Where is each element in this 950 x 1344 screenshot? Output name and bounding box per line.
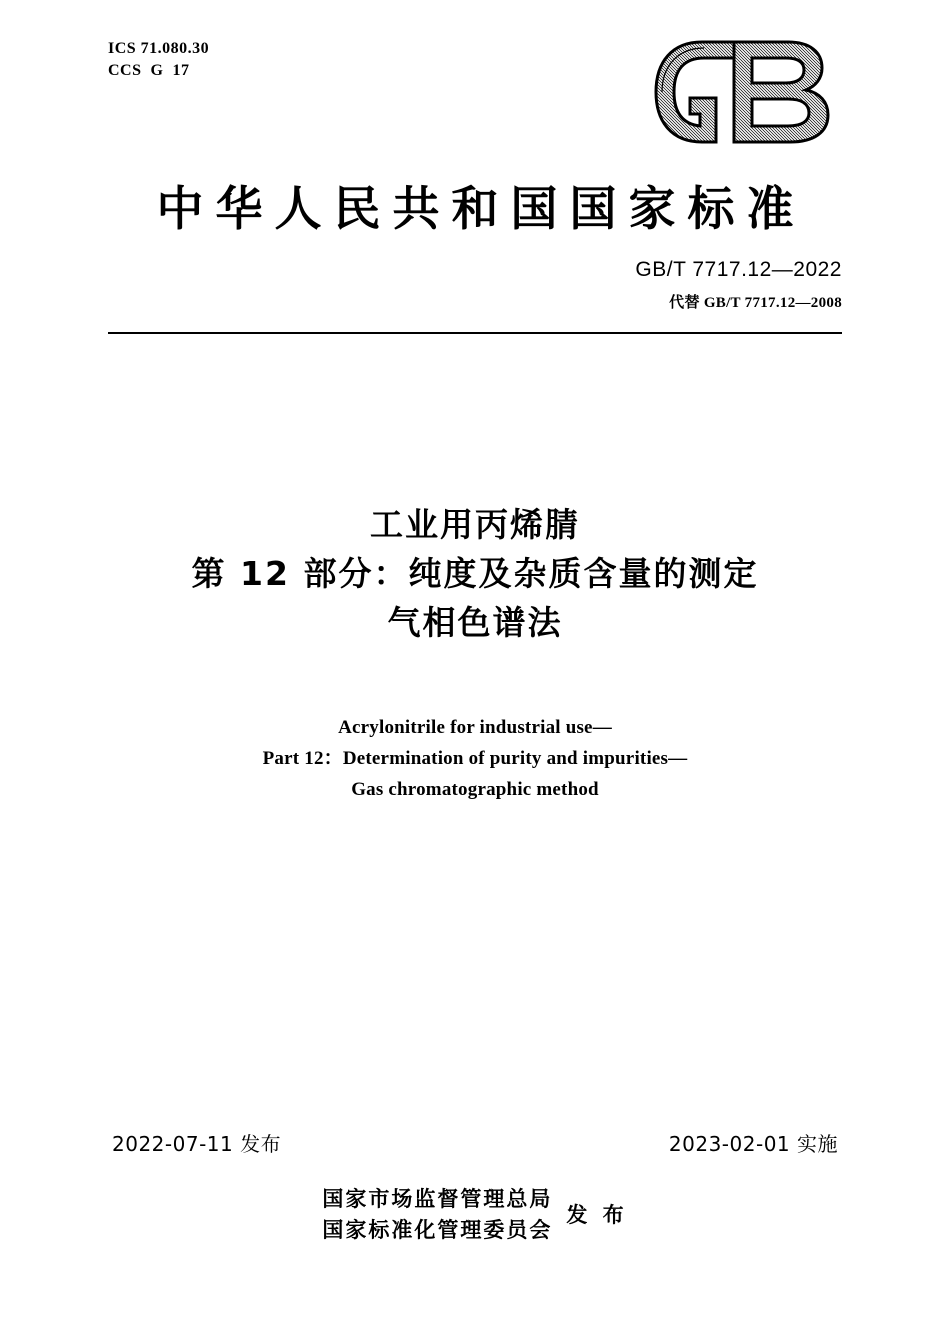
- page-title: 中华人民共和国国家标准: [156, 182, 806, 237]
- subject-title-zh-line3: 气相色谱法: [387, 603, 563, 642]
- subject-title-en-line3: Gas chromatographic method: [351, 779, 599, 800]
- header-divider: [108, 332, 842, 334]
- subject-title-en-line2: Part 12：Determination of purity and impurities—: [262, 748, 688, 769]
- subject-title-zh: [0, 500, 950, 647]
- issuer-names: [322, 1184, 552, 1246]
- issuer-line2: 国家标准化管理委员会: [322, 1218, 553, 1242]
- ics-code: ICS 71.080.30: [108, 40, 210, 57]
- issue-date: 2022-07-11 发布: [112, 1132, 282, 1156]
- subject-title-zh-line2: 第 12 部分：纯度及杂质含量的测定: [191, 554, 759, 593]
- ccs-code: CCS G 17: [108, 62, 190, 79]
- issuer-line1: 国家市场监督管理总局: [322, 1187, 553, 1211]
- subject-title-en: [0, 712, 950, 805]
- publish-label: 发 布: [566, 1202, 628, 1227]
- subject-title-en-line1: Acrylonitrile for industrial use—: [338, 717, 612, 738]
- classification-codes: [108, 38, 209, 82]
- gb-emblem-icon: [648, 36, 844, 148]
- replaces-note: 代替 GB/T 7717.12—2008: [669, 295, 842, 311]
- implementation-date: 2023-02-01 实施: [668, 1132, 838, 1156]
- subject-title-zh-line1: 工业用丙烯腈: [370, 505, 580, 544]
- standard-number: GB/T 7717.12—2022: [635, 258, 842, 281]
- issuing-authority: [0, 1184, 950, 1246]
